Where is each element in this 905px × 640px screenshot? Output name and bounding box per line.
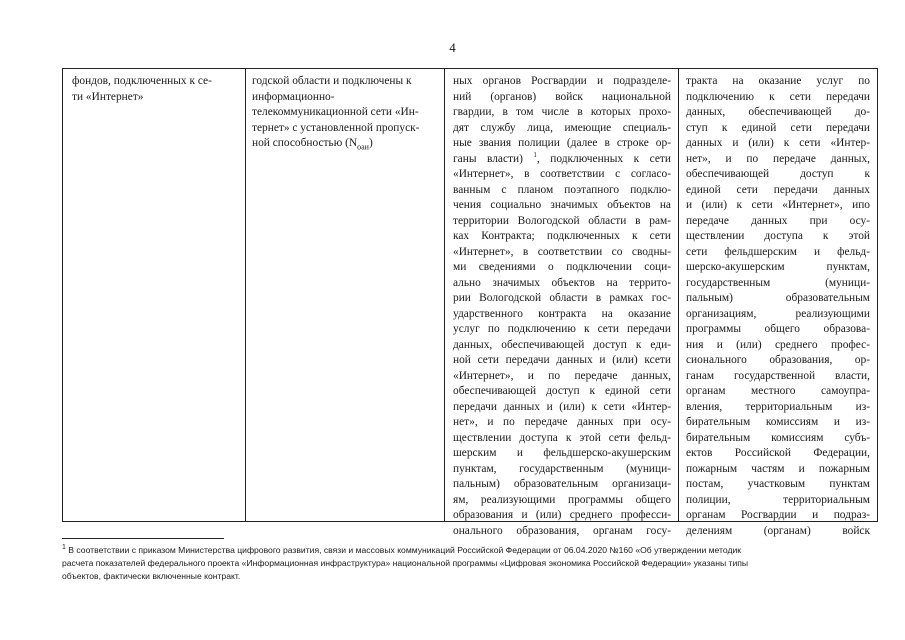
cell-line: ках Контракта; подключенных к сети [453, 230, 671, 242]
cell-line: рии Вологодской области в рамках гос- [453, 292, 671, 304]
cell-line: ально значимых объектов на террито- [453, 276, 671, 289]
cell-line: шерско-акушерским пунктам, [686, 261, 870, 273]
cell-line: нет», и по передаче данных при осу- [453, 416, 671, 428]
footnote-line-2: расчета показателей федерального проекта «Информационная инфраструктура» национальной программы «Цифровая экономика Российской Федерации» указаны типы [62, 558, 749, 568]
table-border-right [877, 69, 878, 521]
table-cell-col4 [686, 74, 870, 539]
cell-line: постам, участковым пунктам [686, 478, 870, 490]
cell-line: подключению к сети передачи [686, 90, 870, 103]
cell-line: ния и (или) среднего профес- [686, 338, 870, 351]
cell-line: ми сведениями о подключении соци- [453, 261, 671, 273]
cell-line: тракта на оказание услуг по [686, 75, 870, 87]
cell-line: услуг по подключению к сети передачи [453, 323, 671, 335]
cell-line: ганы власти) $^1$, подключенных к сети [453, 150, 671, 165]
cell-line: ществлении доступа к этой [686, 230, 870, 242]
cell-line: территории Вологодской области в рам- [453, 214, 671, 227]
cell-line: данных, обеспечивающей доступ к еди- [453, 338, 671, 351]
cell-line: ной сети передачи данных и (или) ксети [453, 354, 671, 366]
cell-line: бирательным комиссиям субъ- [686, 431, 870, 444]
cell-line: образования и (или) среднего професси- [453, 509, 671, 521]
cell-line: ных органов Росгвардии и подразделе- [453, 75, 671, 87]
cell-line: ганам государственной власти, [686, 369, 870, 382]
cell-line: ступ к единой сети передачи [686, 121, 870, 134]
column-divider-1 [245, 69, 246, 521]
cell-line: данных, обеспечивающей до- [686, 106, 870, 118]
table-border-left [62, 69, 63, 521]
cell-line: передаче данных при осу- [686, 214, 870, 227]
cell-line: пожарным частям и пожарным [686, 462, 870, 475]
cell-line: полиции, территориальным [686, 493, 870, 506]
column-divider-2 [444, 69, 445, 521]
cell-line: государственным (муници- [686, 276, 870, 289]
cell-line: тернет» с установленной пропуск- [252, 121, 420, 134]
cell-line: ний (органов) войск национальной [453, 90, 671, 103]
cell-line: ные звания полиции (далее в строке ор- [453, 137, 671, 149]
page-number: 4 [449, 40, 456, 55]
cell-line: органам местного самоупра- [686, 385, 870, 397]
footnote-line-3: объектов, фактически включенные контракт. [62, 571, 241, 581]
cell-line: бирательным комиссиям и из- [686, 416, 870, 428]
cell-line: ям, реализующими программы общего [453, 493, 671, 506]
cell-line: годской области и подключены к [252, 75, 412, 87]
cell-line: программы общего образова- [686, 323, 870, 335]
subscript-oai: оаи [357, 142, 369, 152]
cell-line: органам Росгвардии и подраз- [686, 509, 870, 521]
cell-line: чения социально значимых объектов на [453, 199, 671, 211]
cell-line: шерским и фельдшерско-акушерским [453, 447, 671, 459]
table-cell-col3 [453, 74, 671, 539]
cell-line: пальным) образовательным организаци- [453, 478, 671, 490]
cell-line: информационно- [252, 90, 335, 103]
footnote [62, 544, 878, 583]
cell-line: организациям, реализующими [686, 307, 870, 320]
cell-line: гвардии, в том числе в которых прохо- [453, 106, 671, 118]
cell-line: дят службу лица, имеющие специаль- [453, 121, 671, 134]
cell-line: «Интернет», и по передаче данных, [453, 369, 671, 382]
cell-line: ванным с планом поэтапного подклю- [453, 183, 671, 196]
cell-line: обеспечивающей доступ к [686, 168, 870, 180]
table-cell-col1 [72, 74, 240, 105]
cell-line: ной способностью $(N_{оаи})$ [252, 137, 373, 152]
cell-line: сети фельдшерским и фельд- [686, 245, 870, 258]
cell-line: «Интернет», в соответствии со сводны- [453, 245, 671, 258]
table-cell-col2 [252, 74, 438, 155]
column-divider-3 [678, 69, 679, 521]
cell-line: вления, территориальным из- [686, 400, 870, 413]
cell-line: телекоммуникационной сети «Ин- [252, 106, 419, 118]
cell-line: нет», и по передаче данных, [686, 152, 870, 165]
cell-line: пальным) образовательным [686, 292, 870, 304]
cell-line: ектов Российской Федерации, [686, 447, 870, 459]
footnote-reference[interactable]: 1 [533, 150, 537, 159]
cell-line: онального образования, органам госу- [453, 524, 671, 537]
cell-line: передачи данных и (или) к сети «Интер- [453, 400, 671, 413]
cell-line: делениям (органам) войск [686, 524, 870, 537]
cell-line: пунктам, государственным (муници- [453, 462, 671, 475]
cell-line: фондов, подключенных к се- [72, 75, 212, 87]
cell-line: ти «Интернет» [72, 90, 144, 103]
cell-line: сионального образования, ор- [686, 354, 870, 366]
cell-line: ществлении доступа к этой сети фельд- [453, 431, 671, 444]
indicator-table [62, 68, 878, 537]
cell-line: и (или) к сети «Интернет», ипо [686, 199, 870, 211]
cell-line: ударственного контракта на оказание [453, 307, 671, 320]
footnote-separator [62, 538, 224, 539]
footnote-line-1: $^1$ В соответствии с приказом Министерства цифрового развития, связи и массовых коммуникаций Российской Федерации от 06.04.2020 №160 «Об утверждении методик [62, 544, 742, 555]
cell-line: данных и (или) к сети «Интер- [686, 137, 870, 149]
cell-line: единой сети передачи данных [686, 183, 870, 196]
cell-line: «Интернет», в соответствии с согласо- [453, 168, 671, 180]
cell-line: обеспечивающей доступ к единой сети [453, 385, 671, 397]
